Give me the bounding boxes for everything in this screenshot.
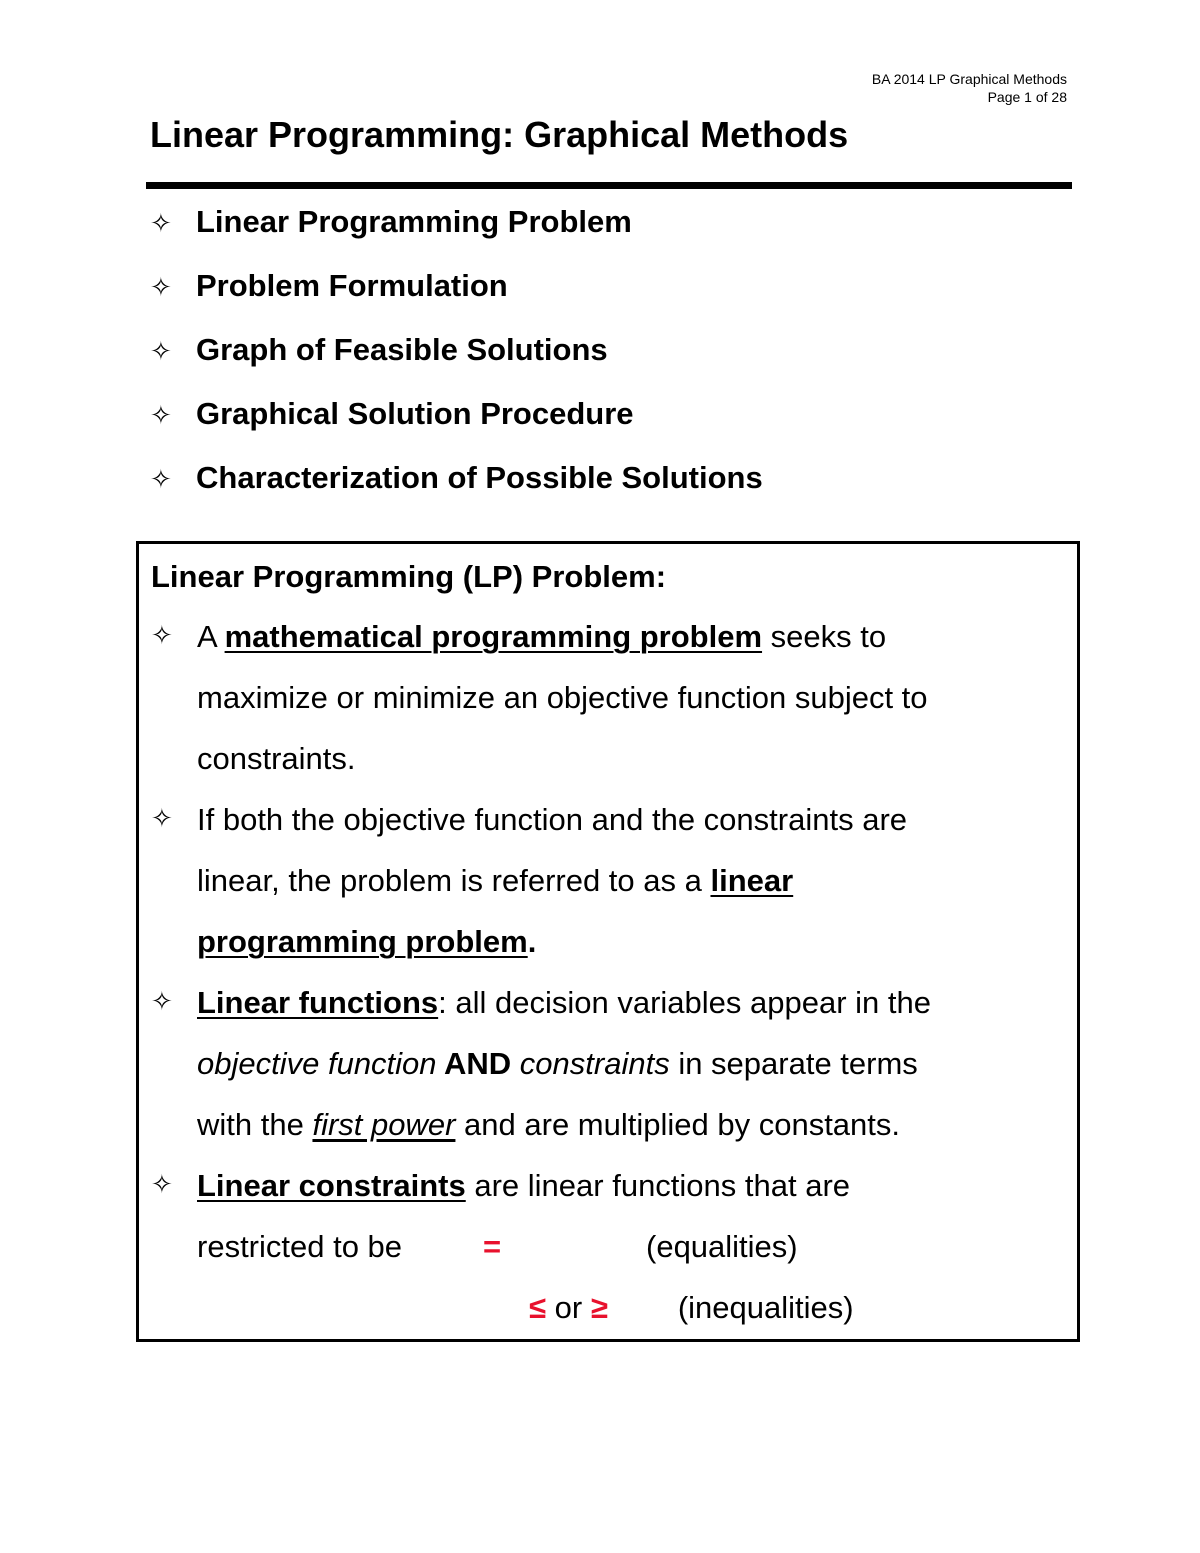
page-number: Page 1 of 28 (987, 89, 1067, 105)
term-first-power: first power (312, 1107, 456, 1142)
star-bullet-icon: ✧ (150, 401, 172, 431)
greater-equal-symbol: ≥ (590, 1290, 608, 1325)
paragraph-linear-functions: ✧ Linear functions: all decision variables appear in the objective function AND constraints in separate terms with the first power and are multiplied by constants. (151, 972, 1067, 1155)
term-mathematical-programming: mathematical programming problem (224, 619, 763, 654)
paragraph-linear-constraints: ✧ Linear constraints are linear functions that are restricted to be = (equalities) ≤ or ≥ (inequalities) (151, 1155, 1067, 1338)
star-bullet-icon: ✧ (151, 1170, 173, 1200)
lp-definition-box (136, 541, 1080, 1342)
page-title: Linear Programming: Graphical Methods (150, 114, 849, 155)
list-item: ✧ Problem Formulation (150, 255, 763, 319)
star-bullet-icon: ✧ (151, 621, 173, 651)
list-item: ✧ Linear Programming Problem (150, 191, 763, 255)
less-equal-symbol: ≤ (529, 1290, 547, 1325)
paragraph-math-programming: ✧ A mathematical programming problem seeks to maximize or minimize an objective function subject to constraints. (151, 606, 1067, 789)
inequalities-label: (inequalities) (677, 1290, 854, 1325)
list-item: ✧ Graph of Feasible Solutions (150, 319, 763, 383)
list-item: ✧ Characterization of Possible Solutions (150, 447, 763, 511)
star-bullet-icon: ✧ (150, 273, 172, 303)
paragraph-linear-programming: ✧ If both the objective function and the constraints are linear, the problem is referred to as a linear programming problem. (151, 789, 1067, 972)
list-item: ✧ Graphical Solution Procedure (150, 383, 763, 447)
equalities-label: (equalities) (646, 1229, 798, 1264)
page-header (872, 70, 1067, 106)
star-bullet-icon: ✧ (151, 804, 173, 834)
star-bullet-icon: ✧ (150, 337, 172, 367)
term-linear: linear (710, 863, 794, 898)
box-heading: Linear Programming (LP) Problem: (151, 559, 667, 594)
topic-list (150, 191, 763, 511)
star-bullet-icon: ✧ (150, 465, 172, 495)
term-linear-functions: Linear functions (197, 985, 439, 1020)
term-linear-constraints: Linear constraints (197, 1168, 466, 1203)
star-bullet-icon: ✧ (150, 209, 172, 239)
doc-name: BA 2014 LP Graphical Methods (871, 71, 1067, 87)
title-divider (146, 182, 1072, 189)
term-programming-problem: programming problem (197, 924, 528, 959)
equals-symbol: = (483, 1229, 502, 1264)
star-bullet-icon: ✧ (151, 987, 173, 1017)
